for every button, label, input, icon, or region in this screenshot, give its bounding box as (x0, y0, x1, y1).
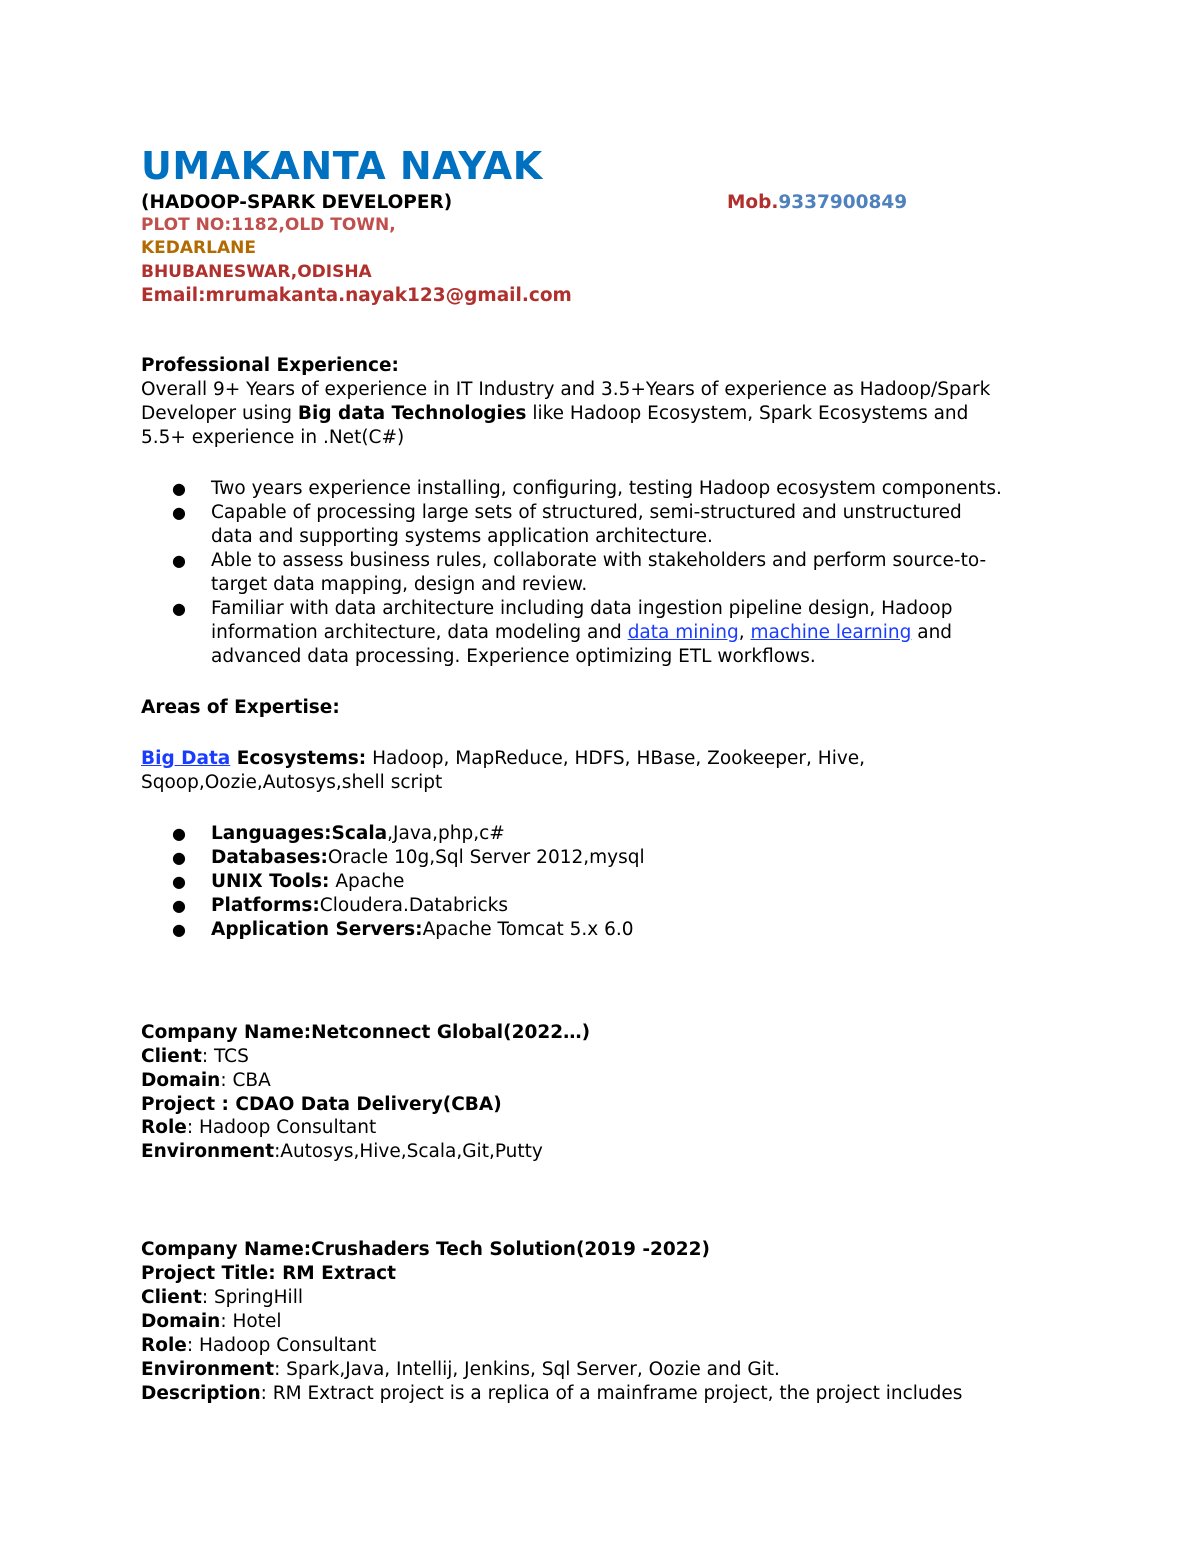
mobile-label: Mob. (727, 192, 779, 213)
bullet-icon: ● (172, 920, 186, 939)
field-label: Role (141, 1335, 187, 1356)
address-line-2: KEDARLANE (141, 238, 256, 258)
experience-summary-line-2 (141, 402, 968, 426)
experience-bullet-4: Familiar with data architecture including data ingestion pipeline design, Hadoop (211, 598, 953, 619)
summary-text: like Hadoop Ecosystem, Spark Ecosystems and (526, 403, 969, 424)
field-label: Domain (141, 1070, 221, 1091)
expertise-value: Oracle 10g,Sql Server 2012,mysql (327, 847, 645, 868)
expertise-value: Apache (329, 871, 405, 892)
experience-bullet-4-cont (211, 621, 952, 645)
email[interactable]: Email:mrumakanta.nayak123@gmail.com (141, 285, 572, 306)
expertise-label: Languages:Scala (211, 823, 388, 844)
field-label: Environment (141, 1359, 275, 1380)
mobile-line (727, 191, 907, 215)
job1-project: Project : CDAO Data Delivery(CBA) (141, 1094, 502, 1115)
expertise-databases (211, 846, 645, 870)
experience-bullet-3: Able to assess business rules, collaborate with stakeholders and perform source-to- (211, 550, 987, 571)
field-value: : RM Extract project is a replica of a mainframe project, the project includes (260, 1383, 963, 1404)
bullet-icon: ● (172, 479, 186, 498)
experience-summary-line-3: 5.5+ experience in .Net(C#) (141, 427, 405, 448)
job2-domain (141, 1310, 281, 1334)
ecosystems-line-1 (141, 747, 865, 771)
address-line-3: BHUBANESWAR,ODISHA (141, 262, 372, 282)
expertise-value: Cloudera.Databricks (319, 895, 509, 916)
job2-client (141, 1286, 303, 1310)
bullet-icon: ● (172, 824, 186, 843)
summary-bold-text: Big data Technologies (297, 403, 527, 424)
experience-bullet-2-cont: data and supporting systems application architecture. (211, 526, 713, 547)
field-value: : Hotel (220, 1311, 282, 1332)
field-value: : Hadoop Consultant (186, 1335, 377, 1356)
candidate-name: UMAKANTA NAYAK (141, 144, 543, 188)
expertise-label: Platforms: (211, 895, 320, 916)
field-label: Role (141, 1117, 187, 1138)
job1-environment (141, 1140, 543, 1164)
expertise-label: Application Servers: (211, 919, 423, 940)
mobile-number: 9337900849 (778, 192, 908, 213)
bullet-icon: ● (172, 551, 186, 570)
experience-bullet-1: Two years experience installing, configuring, testing Hadoop ecosystem components. (211, 478, 1002, 499)
expertise-value: ,Java,php,c# (387, 823, 505, 844)
job-title: (HADOOP-SPARK DEVELOPER) (141, 192, 453, 213)
ecosystems-line-2: Sqoop,Oozie,Autosys,shell script (141, 772, 443, 793)
bullet-icon: ● (172, 896, 186, 915)
expertise-app-servers (211, 918, 634, 942)
job1-domain (141, 1069, 271, 1093)
bullet-text: information architecture, data modeling and (211, 622, 628, 643)
field-value: : CBA (220, 1070, 271, 1091)
field-value: :Autosys,Hive,Scala,Git,Putty (274, 1141, 543, 1162)
experience-bullet-2: Capable of processing large sets of structured, semi-structured and unstructured (211, 502, 962, 523)
expertise-label: Databases: (211, 847, 328, 868)
job1-company: Company Name:Netconnect Global(2022…) (141, 1022, 591, 1043)
expertise-platforms (211, 894, 508, 918)
field-value: : Hadoop Consultant (186, 1117, 377, 1138)
experience-heading: Professional Experience: (141, 355, 399, 376)
field-value: : SpringHill (201, 1287, 303, 1308)
bullet-icon: ● (172, 503, 186, 522)
field-value: : TCS (201, 1046, 249, 1067)
expertise-languages (211, 822, 505, 846)
expertise-value: Apache Tomcat 5.x 6.0 (422, 919, 634, 940)
field-label: Description (141, 1383, 261, 1404)
field-label: Client (141, 1046, 202, 1067)
job1-client (141, 1045, 249, 1069)
bullet-icon: ● (172, 599, 186, 618)
bullet-text: , (738, 622, 751, 643)
job2-description (141, 1382, 962, 1406)
expertise-unix-tools (211, 870, 404, 894)
field-label: Environment (141, 1141, 275, 1162)
bullet-icon: ● (172, 848, 186, 867)
job2-environment (141, 1358, 780, 1382)
job1-role (141, 1116, 376, 1140)
job2-role (141, 1334, 376, 1358)
address-line-1: PLOT NO:1182,OLD TOWN, (141, 215, 396, 235)
expertise-heading: Areas of Expertise: (141, 697, 340, 718)
job2-project: Project Title: RM Extract (141, 1263, 396, 1284)
experience-bullet-3-cont: target data mapping, design and review. (211, 574, 588, 595)
ecosystems-label: Ecosystems: (230, 748, 367, 769)
field-value: : Spark,Java, Intellij, Jenkins, Sql Server, Oozie and Git. (274, 1359, 780, 1380)
ecosystems-text: Hadoop, MapReduce, HDFS, HBase, Zookeeper, Hive, (366, 748, 866, 769)
expertise-label: UNIX Tools: (211, 871, 330, 892)
bullet-text: and (911, 622, 953, 643)
big-data-link[interactable]: Big Data (141, 748, 231, 769)
bullet-icon: ● (172, 872, 186, 891)
field-label: Client (141, 1287, 202, 1308)
machine-learning-link[interactable]: machine learning (750, 622, 912, 643)
experience-summary-line-1: Overall 9+ Years of experience in IT Industry and 3.5+Years of experience as Hadoop/Spark (141, 379, 991, 400)
summary-text: Developer using (141, 403, 298, 424)
job2-company: Company Name:Crushaders Tech Solution(2019 -2022) (141, 1239, 710, 1260)
field-label: Domain (141, 1311, 221, 1332)
data-mining-link[interactable]: data mining (627, 622, 739, 643)
experience-bullet-4-cont2: advanced data processing. Experience optimizing ETL workflows. (211, 646, 816, 667)
